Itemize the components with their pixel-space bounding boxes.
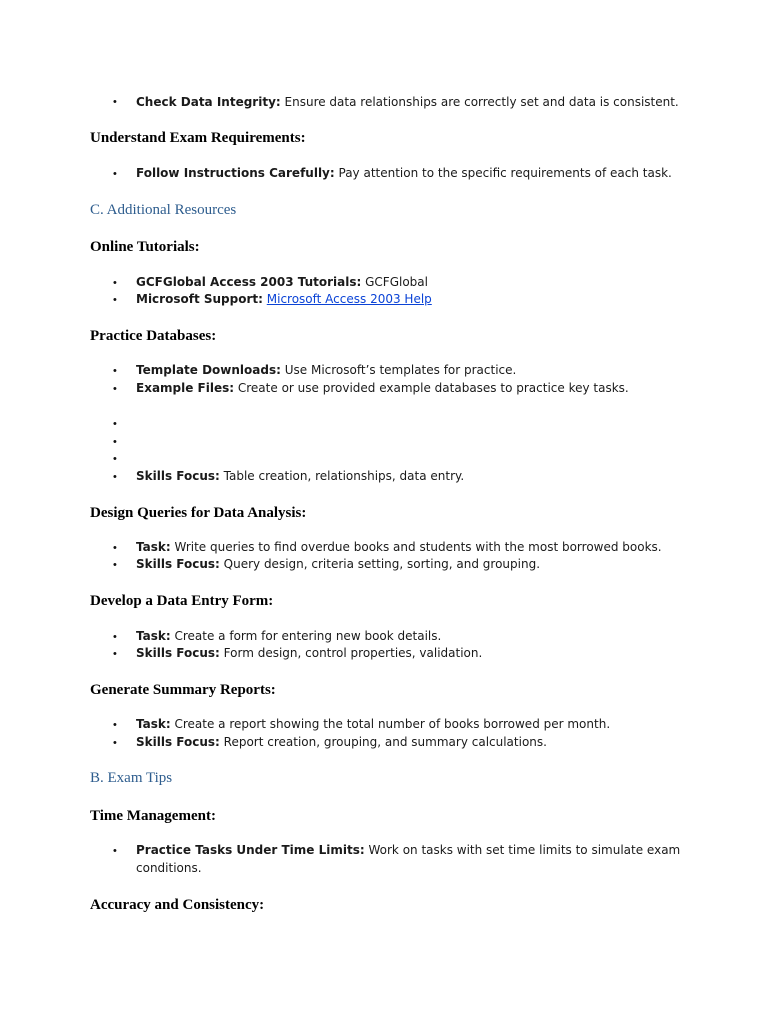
heading-practice-databases: Practice Databases: (90, 328, 217, 344)
item-label: Template Downloads: (136, 363, 281, 377)
empty-bullet: • (113, 436, 117, 448)
item-text: Use Microsoft’s templates for practice. (280, 363, 517, 377)
item-text: Report creation, grouping, and summary calculations. (219, 735, 547, 749)
item-label: Skills Focus: (136, 469, 220, 483)
list-item (136, 842, 680, 858)
list-item-continuation: conditions. (136, 861, 202, 875)
bullet: • (113, 719, 117, 731)
bullet: • (113, 542, 117, 554)
heading-time-management: Time Management: (90, 808, 216, 824)
item-label: Task: (136, 540, 171, 554)
item-label: Practice Tasks Under Time Limits: (136, 843, 365, 857)
bullet: • (113, 168, 117, 180)
item-text: Create or use provided example databases to practice key tasks. (234, 381, 629, 395)
bullet: • (113, 277, 117, 289)
item-text: Table creation, relationships, data entry. (219, 469, 465, 483)
list-item (136, 645, 482, 661)
list-item (136, 468, 464, 484)
item-label: Skills Focus: (136, 557, 220, 571)
bullet: • (113, 294, 117, 306)
item-text: Create a report showing the total number of books borrowed per month. (170, 717, 611, 731)
bullet: • (113, 648, 117, 660)
item-text: GCFGlobal (361, 275, 428, 289)
bullet: • (113, 737, 117, 749)
item-label: Example Files: (136, 381, 235, 395)
list-item (136, 734, 547, 750)
item-text: Query design, criteria setting, sorting, and grouping. (219, 557, 541, 571)
item-label: Task: (136, 717, 171, 731)
empty-bullet: • (113, 453, 117, 465)
item-text: Ensure data relationships are correctly set and data is consistent. (280, 95, 679, 109)
item-text: Work on tasks with set time limits to simulate exam (364, 843, 681, 857)
empty-bullet: • (113, 418, 117, 430)
item-label: Follow Instructions Carefully: (136, 166, 335, 180)
item-text: Create a form for entering new book details. (170, 629, 442, 643)
section-heading-exam-tips: B. Exam Tips (90, 770, 173, 786)
list-item (136, 274, 428, 290)
list-item (136, 165, 672, 181)
bullet: • (113, 845, 117, 857)
list-item (136, 628, 441, 644)
list-item (136, 362, 516, 378)
bullet: • (113, 631, 117, 643)
bullet: • (113, 471, 117, 483)
bullet: • (113, 383, 117, 395)
heading-data-entry-form: Develop a Data Entry Form: (90, 593, 274, 609)
heading-exam-requirements: Understand Exam Requirements: (90, 130, 306, 146)
item-text: Pay attention to the specific requirements of each task. (334, 166, 672, 180)
microsoft-access-help-link[interactable]: Microsoft Access 2003 Help (266, 292, 432, 306)
item-label: GCFGlobal Access 2003 Tutorials: (136, 275, 362, 289)
item-label: Skills Focus: (136, 735, 220, 749)
item-label: Task: (136, 629, 171, 643)
heading-online-tutorials: Online Tutorials: (90, 239, 200, 255)
list-item (136, 556, 540, 572)
item-label: Check Data Integrity: (136, 95, 281, 109)
item-text: Form design, control properties, validation. (219, 646, 483, 660)
item-label: Skills Focus: (136, 646, 220, 660)
bullet: • (113, 365, 117, 377)
bullet: • (113, 559, 117, 571)
heading-accuracy-consistency: Accuracy and Consistency: (90, 897, 265, 913)
item-text: Write queries to find overdue books and students with the most borrowed books. (170, 540, 662, 554)
section-heading-additional-resources: C. Additional Resources (90, 202, 237, 218)
heading-summary-reports: Generate Summary Reports: (90, 682, 276, 698)
list-item (136, 291, 432, 307)
list-item (136, 539, 662, 555)
item-label: Microsoft Support: (136, 292, 263, 306)
list-item (136, 94, 679, 110)
list-item (136, 380, 629, 396)
heading-design-queries: Design Queries for Data Analysis: (90, 505, 307, 521)
bullet: • (113, 96, 117, 108)
list-item (136, 716, 610, 732)
